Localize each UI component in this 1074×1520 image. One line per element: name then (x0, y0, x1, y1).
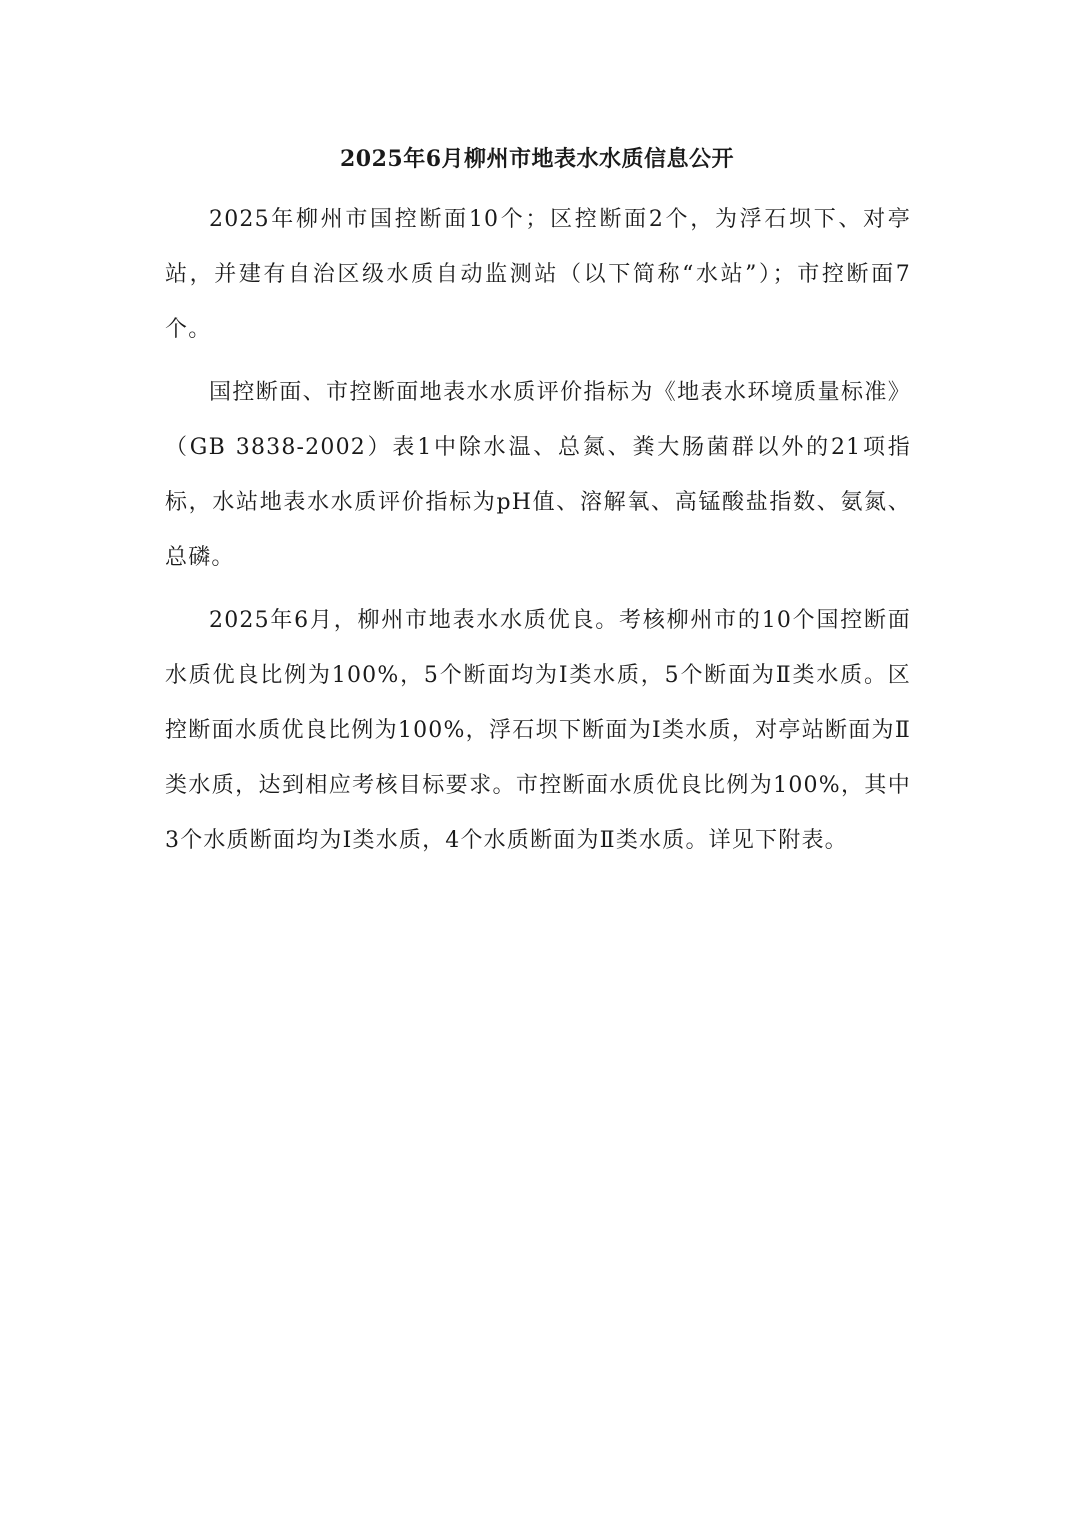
paragraph-evaluation-indicators: 国控断面、市控断面地表水水质评价指标为《地表水环境质量标准》（GB 3838-2002）表1中除水温、总氮、粪大肠菌群以外的21项指标，水站地表水水质评价指标为pH值、溶解氧、高锰酸盐指数、氨氮、总磷。 (165, 380, 911, 570)
paragraph-monitoring-sections: 2025年柳州市国控断面10个；区控断面2个，为浮石坝下、对亭站，并建有自治区级水质自动监测站（以下简称“水站”）；市控断面7个。 (165, 207, 911, 342)
document-title: 2025年6月柳州市地表水水质信息公开 (339, 146, 735, 172)
paragraph-water-quality-results: 2025年6月，柳州市地表水水质优良。考核柳州市的10个国控断面水质优良比例为100%，5个断面均为Ⅰ类水质，5个断面为Ⅱ类水质。区控断面水质优良比例为100%，浮石坝下断面为Ⅰ类水质，对亭站断面为Ⅱ类水质，达到相应考核目标要求。市控断面水质优良比例为100%，其中3个水质断面均为Ⅰ类水质，4个水质断面为Ⅱ类水质。详见下附表。 (165, 608, 911, 853)
document-body (165, 192, 911, 876)
